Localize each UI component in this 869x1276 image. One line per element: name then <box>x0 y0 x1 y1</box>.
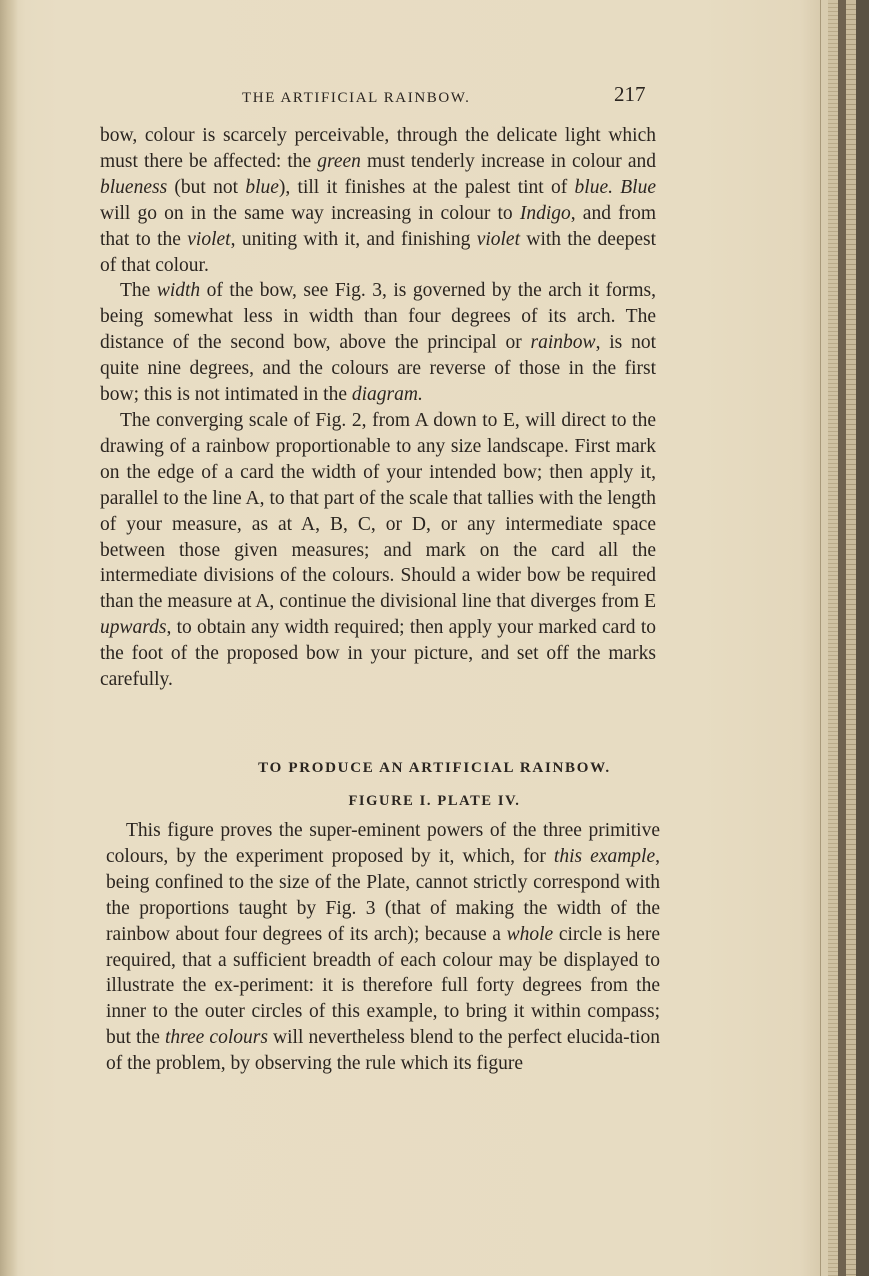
text-block-section <box>106 818 660 1077</box>
text-run: bow, colour is scarcely perceivable, through the delicate light which must there be affected: the <box>100 125 656 172</box>
text-run: The converging scale of Fig. 2, from A down to E, will direct to the drawing of a rainbow proportionable to any size landscape. First mark on the edge of a card the width of your intended bow; then apply it, parallel to the line A, to that part of the scale that tallies with the length of your measure, as at A, B, C, or D, or any intermediate space between those given measures; and mark on the card all the intermediate divisions of the colours. Should a wider bow be required than the measure at A, continue the divisional line that diverges from E <box>100 409 656 613</box>
text-run: , to obtain any width required; then apply your marked card to the foot of the proposed bow in your picture, and set off the marks carefully. <box>100 617 656 691</box>
italic-text: Indigo <box>519 202 571 224</box>
paragraph <box>100 408 656 693</box>
italic-text: blueness <box>100 176 168 198</box>
text-run: will go on in the same way increasing in colour to <box>100 202 520 224</box>
italic-text: whole <box>506 923 554 945</box>
italic-text: width <box>156 280 201 302</box>
italic-text: upwards <box>100 617 167 639</box>
italic-text: violet <box>187 228 231 250</box>
page-edge <box>856 0 869 1276</box>
page-header <box>0 82 869 112</box>
italic-text: Blue <box>620 176 656 198</box>
italic-text: three colours <box>164 1027 268 1049</box>
italic-text: blue <box>245 176 279 198</box>
text-run: (but not <box>167 176 246 198</box>
text-run: circle is here required, that a sufficient breadth of each colour may be displayed to illustrate the ex-periment: it is therefore full forty degrees from the inner to the outer circles of this example, to bring it within compass; but the <box>106 923 660 1049</box>
italic-text: violet <box>476 228 521 250</box>
text-run: , is not quite nine degrees, and the colours are reverse of those in the first bow; this is not intimated in the <box>100 332 656 406</box>
paragraph <box>100 278 656 408</box>
text-run: will nevertheless blend to the perfect elucida-tion of the problem, by observing the rule which its figure <box>106 1027 660 1075</box>
text-run: with the deepest of that colour. <box>100 228 657 276</box>
text-block-main <box>100 123 656 693</box>
running-head: THE ARTIFICIAL RAINBOW. <box>242 90 471 106</box>
page-gutter <box>0 0 18 1276</box>
italic-text: green <box>317 150 361 172</box>
paragraph <box>106 818 660 1077</box>
page-edge <box>828 0 838 1276</box>
italic-text: blue. <box>574 176 613 198</box>
page-edge <box>838 0 846 1276</box>
italic-text: diagram. <box>351 384 423 406</box>
paragraph <box>100 123 656 278</box>
figure-heading: FIGURE I. PLATE IV. <box>348 793 521 809</box>
text-run: , and from that to the <box>100 202 657 250</box>
text-run: , uniting with it, and finishing <box>230 228 477 250</box>
text-run: The <box>120 280 157 302</box>
text-run: of the bow, see Fig. 3, is governed by the arch it forms, being somewhat less in width than four degrees of its arch. The distance of the second bow, above the principal or <box>100 280 656 354</box>
page-edge <box>846 0 856 1276</box>
section-heading: TO PRODUCE AN ARTIFICIAL RAINBOW. <box>258 760 611 776</box>
italic-text: this example <box>553 845 656 867</box>
text-run: , being confined to the size of the Plate, cannot strictly correspond with the proportions taught by Fig. 3 (that of making the width of the rainbow about four degrees of its arch); because a <box>106 845 661 945</box>
text-run: must tenderly increase in colour and <box>360 150 656 172</box>
page-number: 217 <box>614 82 646 106</box>
text-run: ), till it finishes at the palest tint of <box>278 176 575 198</box>
text-run: This figure proves the super-eminent powers of the three primitive colours, by the experiment proposed by it, which, for <box>106 820 660 867</box>
italic-text: rainbow <box>530 332 596 354</box>
